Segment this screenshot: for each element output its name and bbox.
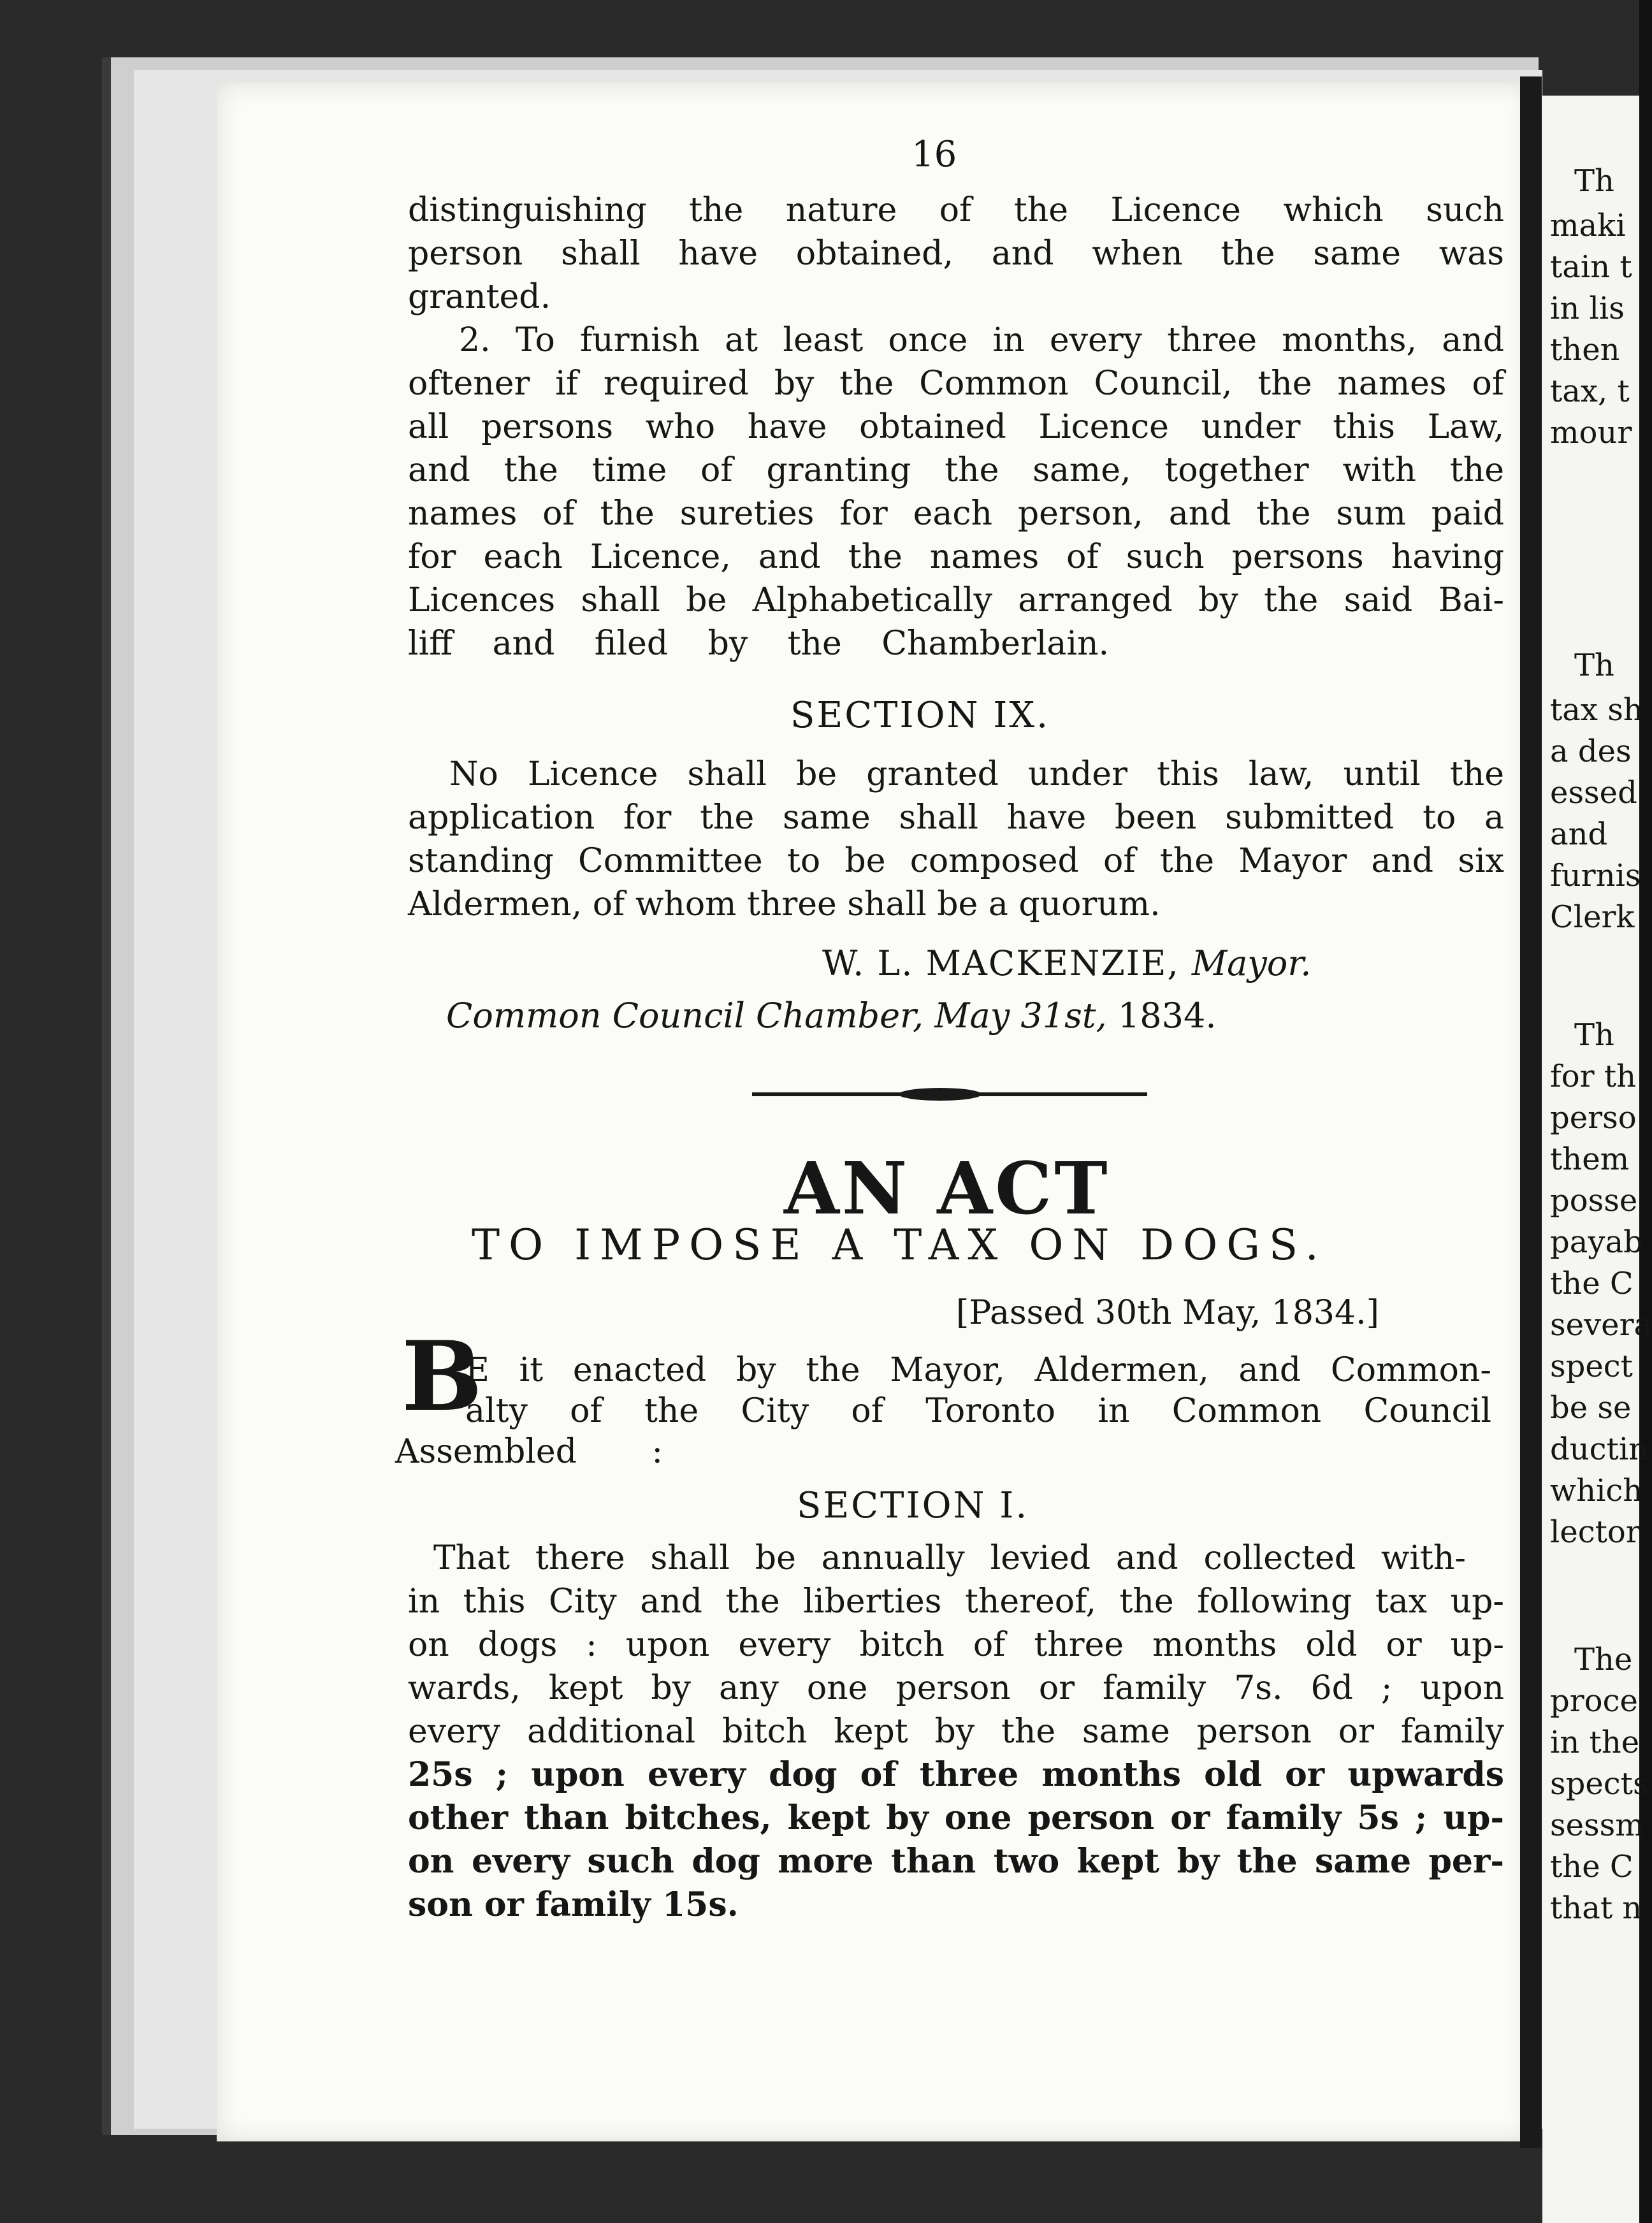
book-binding (1520, 76, 1542, 2148)
passed-date: [Passed 30th May, 1834.] (956, 1294, 1379, 1332)
signature-title: Mayor. (1191, 943, 1312, 983)
facing-page-fragment: the C (1550, 1266, 1634, 1301)
mayor-signature (822, 943, 1311, 983)
text-line: alty of the City of Toronto in Common Council (465, 1392, 1491, 1430)
text-line: for each Licence, and the names of such persons having (408, 538, 1504, 576)
text-line: all persons who have obtained Licence under this Law, (408, 408, 1504, 446)
act-subtitle: TO IMPOSE A TAX ON DOGS. (472, 1220, 1328, 1270)
facing-page-fragment: The (1574, 1642, 1633, 1677)
text-line: on dogs : upon every bitch of three months old or up- (408, 1626, 1504, 1664)
facing-page-fragment: for th (1550, 1059, 1637, 1094)
signature-name: W. L. MACKENZIE, (822, 943, 1180, 983)
text-line: distinguishing the nature of the Licence which such (408, 191, 1504, 229)
facing-page-fragment: essed (1550, 775, 1637, 811)
facing-page-fragment: in lis (1550, 291, 1625, 326)
drop-cap: B (402, 1321, 482, 1433)
facing-page-fragment: Th (1574, 163, 1614, 199)
facing-page-fragment: tax, t (1550, 373, 1630, 409)
facing-page-fragment: ductin (1550, 1431, 1649, 1467)
facing-page-fragment: severa (1550, 1307, 1652, 1343)
text-line: E it enacted by the Mayor, Aldermen, and Common- (465, 1351, 1491, 1389)
text-line: other than bitches, kept by one person or family 5s ; up- (408, 1799, 1504, 1837)
facing-page-fragment: which (1550, 1473, 1643, 1509)
facing-page-fragment: proce (1550, 1683, 1638, 1719)
text-line: application for the same shall have been submitted to a (408, 799, 1504, 837)
text-line: on every such dog more than two kept by the same per- (408, 1842, 1504, 1881)
text-line: in this City and the liberties thereof, the following tax up- (408, 1582, 1504, 1621)
text-line: wards, kept by any one person or family 7s. 6d ; upon (408, 1669, 1504, 1707)
facing-page-fragment: be se (1550, 1390, 1632, 1426)
facing-page-fragment: maki (1550, 208, 1626, 243)
text-line: standing Committee to be composed of the Mayor and six (408, 842, 1504, 880)
facing-page-fragment: and (1550, 816, 1608, 852)
text-line: Aldermen, of whom three shall be a quorum. (408, 885, 1161, 923)
text-line: 2. To furnish at least once in every three months, and (459, 321, 1504, 359)
facing-page-fragment: them (1550, 1141, 1630, 1177)
text-line: Licences shall be Alphabetically arranged by the said Bai- (408, 581, 1504, 619)
facing-page-fragment: sessm (1550, 1807, 1644, 1843)
text-line: Assembled : (395, 1433, 663, 1471)
text-line: oftener if required by the Common Council, the names of (408, 365, 1504, 403)
section-divider-ornament (899, 1088, 982, 1101)
text-line: 25s ; upon every dog of three months old or upwards (408, 1755, 1504, 1794)
facing-page (1542, 96, 1652, 2223)
section-ix-heading: SECTION IX. (790, 695, 1050, 736)
facing-page-fragment: spects (1550, 1766, 1649, 1802)
page-number: 16 (911, 134, 957, 175)
dateline-place: Common Council Chamber, (446, 996, 924, 1036)
text-line: granted. (408, 278, 551, 316)
text-line: That there shall be annually levied and collected with- (433, 1539, 1466, 1577)
facing-page-fragment: perso (1550, 1100, 1637, 1136)
dateline (446, 996, 1216, 1036)
dateline-date: May 31st, (934, 996, 1107, 1036)
facing-page-fragment: tax sh (1550, 692, 1643, 728)
facing-page-fragment: that n (1550, 1890, 1642, 1926)
text-line: and the time of granting the same, together with the (408, 451, 1504, 489)
facing-page-fragment: in the (1550, 1725, 1640, 1760)
facing-page-fragment: posse (1550, 1183, 1638, 1219)
dateline-year: 1834. (1117, 996, 1217, 1036)
facing-page-fragment: payab (1550, 1224, 1643, 1260)
facing-page-fragment: Clerk (1550, 899, 1635, 935)
facing-page-fragment: lector (1550, 1514, 1641, 1550)
facing-page-fragment: a des (1550, 734, 1632, 769)
text-line: person shall have obtained, and when the same was (408, 235, 1504, 273)
text-line: names of the sureties for each person, and the sum paid (408, 495, 1504, 533)
act-title: AN ACT (784, 1147, 1110, 1231)
section-i-heading: SECTION I. (797, 1485, 1029, 1526)
text-line: every additional bitch kept by the same person or family (408, 1713, 1504, 1751)
text-line: No Licence shall be granted under this law, until the (449, 755, 1504, 793)
text-line: son or family 15s. (408, 1885, 739, 1924)
facing-page-fragment: mour (1550, 415, 1632, 451)
facing-page-fragment: Th (1574, 648, 1614, 683)
facing-page-fragment: then (1550, 332, 1620, 368)
facing-page-fragment: the C (1550, 1849, 1634, 1885)
facing-page-fragment: spect (1550, 1349, 1633, 1384)
facing-page-fragment: Th (1574, 1017, 1614, 1053)
facing-page-fragment: tain t (1550, 249, 1632, 285)
facing-page-fragment: furnis (1550, 858, 1641, 894)
text-line: liff and filed by the Chamberlain. (408, 625, 1109, 663)
